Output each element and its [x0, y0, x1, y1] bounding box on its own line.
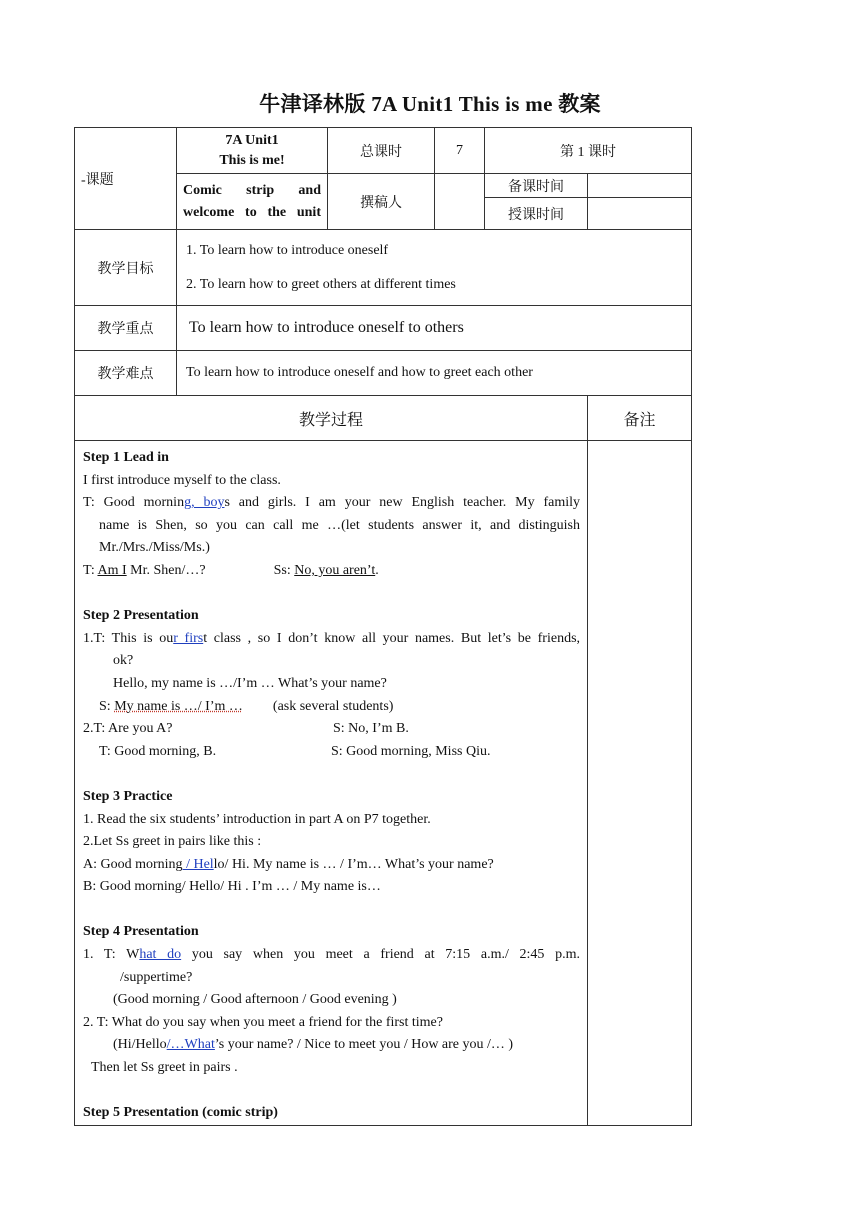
step-line: 2. T: What do you say when you meet a friend for the first time?: [83, 1014, 443, 1030]
step-line: /suppertime?: [120, 969, 193, 985]
step-line: T: Good morning, boys and girls. I am your new English teacher. My family: [83, 495, 581, 511]
step-line: I first introduce myself to the class.: [83, 472, 281, 488]
total-hours-value: 7: [435, 128, 485, 174]
total-hours-label: 总课时: [328, 128, 435, 174]
step-line: 1. Read the six students’ introduction in part A on P7 together.: [83, 811, 431, 827]
unit-title: [177, 128, 328, 174]
author-label: 撰稿人: [328, 174, 435, 230]
process-content: [75, 441, 588, 1126]
objectives-label: 教学目标: [75, 230, 177, 306]
prep-time-label: 备课时间: [485, 174, 588, 198]
step-line: Then let Ss greet in pairs .: [91, 1060, 238, 1076]
step-line: name is Shen, so you can call me …(let students answer it, and distinguish: [99, 517, 580, 533]
process-header: 教学过程: [75, 396, 588, 441]
step-line: 1. T: What do you say when you meet a friend at 7:15 a.m./ 2:45 p.m.: [83, 947, 581, 963]
notes-header: 备注: [588, 396, 692, 441]
difficulties-label: 教学难点: [75, 351, 177, 396]
step-line: B: Good morning/ Hello/ Hi . I’m … / My name is…: [83, 879, 381, 895]
author-value: [435, 174, 485, 230]
step-line: (Hi/Hello/…What’s your name? / Nice to meet you / How are you /… ): [113, 1037, 514, 1053]
step-4-title: Step 4 Presentation: [83, 924, 199, 940]
step-line: 2.Let Ss greet in pairs like this :: [83, 834, 262, 850]
step-line: T: Am I Mr. Shen/…? Ss: No, you aren’t.: [83, 562, 379, 578]
unit-line2: This is me!: [219, 152, 285, 168]
step-line: (Good morning / Good afternoon / Good evening ): [113, 992, 397, 1008]
step-1-title: Step 1 Lead in: [83, 450, 169, 465]
document-title: 牛津译林版 7A Unit1 This is me 教案: [259, 92, 601, 116]
key-points-text: To learn how to introduce oneself to others: [177, 306, 692, 351]
topic-label: -课题: [75, 128, 177, 230]
prep-time-value: [588, 174, 692, 198]
step-5-title: Step 5 Presentation (comic strip): [83, 1105, 278, 1121]
step-line: Mr./Mrs./Miss/Ms.): [99, 540, 210, 556]
objectives-cell: [177, 230, 692, 306]
step-3-title: Step 3 Practice: [83, 788, 173, 804]
key-points-label: 教学重点: [75, 306, 177, 351]
step-line: 1.T: This is our first class , so I don’t know all your names. But let’s be friends,: [83, 630, 581, 646]
step-line: Hello, my name is …/I’m … What’s your name?: [113, 675, 387, 691]
objective-item: 2. To learn how to greet others at different times: [186, 276, 456, 292]
period-label: 第 1 课时: [485, 128, 692, 174]
step-2-title: Step 2 Presentation: [83, 608, 199, 624]
lesson-plan-table: [74, 127, 692, 1126]
notes-cell: [588, 441, 692, 1126]
objective-item: 1. To learn how to introduce oneself: [186, 242, 389, 258]
lesson-name: Comic strip and welcome to the unit: [177, 174, 328, 230]
step-line: A: Good morning / Hello/ Hi. My name is … / I’m… What’s your name?: [83, 856, 494, 872]
teach-time-value: [588, 198, 692, 230]
step-line: ok?: [113, 653, 134, 669]
step-line: S: My name is …/ I’m … (ask several students): [99, 698, 394, 714]
difficulties-text: To learn how to introduce oneself and how to greet each other: [177, 351, 692, 396]
step-line: T: Good morning, B. S: Good morning, Miss Qiu.: [99, 743, 491, 759]
unit-line1: 7A Unit1: [225, 132, 279, 148]
teach-time-label: 授课时间: [485, 198, 588, 230]
step-line: 2.T: Are you A? S: No, I’m B.: [83, 721, 409, 737]
